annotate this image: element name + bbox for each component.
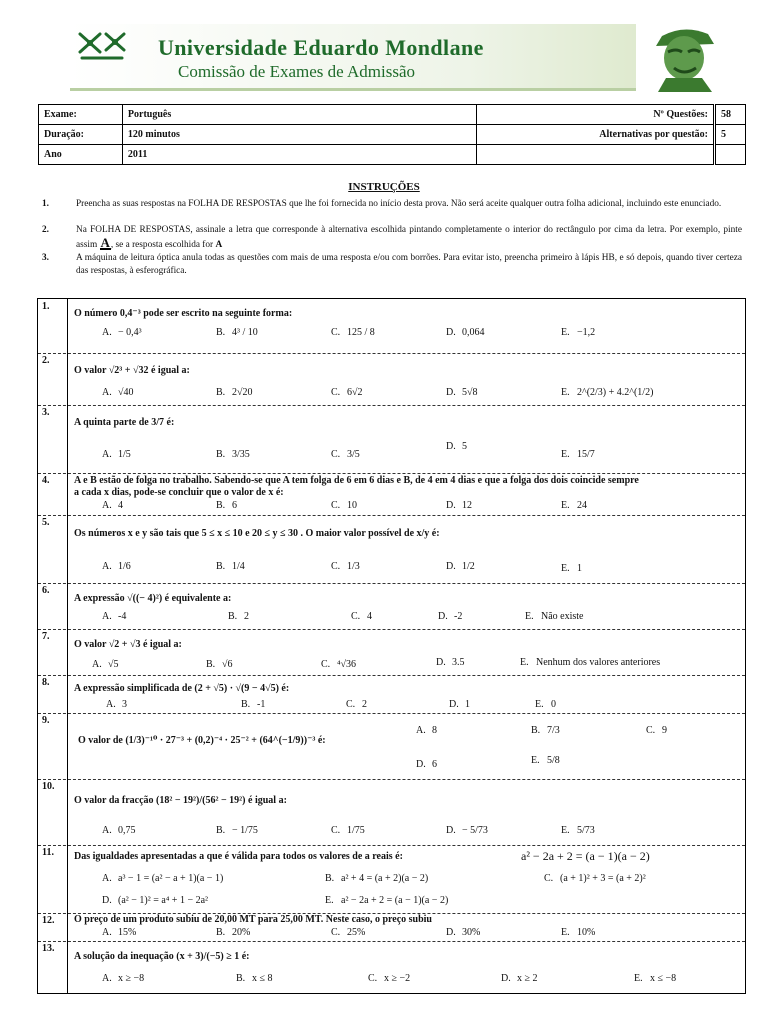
- option-letter: E.: [634, 973, 643, 984]
- option-c[interactable]: [331, 500, 357, 511]
- option-value: 1: [577, 563, 582, 574]
- option-e[interactable]: [634, 973, 676, 984]
- option-letter: C.: [331, 561, 341, 572]
- option-c[interactable]: [331, 825, 365, 836]
- option-letter: B.: [206, 659, 216, 670]
- option-c[interactable]: [321, 659, 356, 670]
- option-letter: A.: [102, 873, 112, 884]
- option-c[interactable]: [331, 327, 375, 338]
- option-letter: D.: [446, 561, 456, 572]
- option-value: 125 / 8: [347, 327, 375, 338]
- instruction-item: [42, 198, 742, 211]
- option-c[interactable]: [331, 449, 360, 460]
- option-letter: E.: [561, 387, 570, 398]
- instruction-text: A máquina de leitura óptica anula todas as questões com mais de uma resposta e/ou com borrões. Para evitar isto, preencha primeiro à lápis HB, e só depois, quando tiver certeza das respostas, à esferográfica.: [76, 253, 742, 276]
- option-letter: C.: [351, 611, 361, 622]
- option-letter: D.: [449, 699, 459, 710]
- option-c[interactable]: [351, 611, 372, 622]
- option-letter: C.: [368, 973, 378, 984]
- empty-cell: [477, 145, 715, 165]
- option-d[interactable]: [446, 927, 480, 938]
- question-text-continued: a cada x dias, pode-se concluir que o valor de x é:: [74, 487, 284, 498]
- option-value: a³ − 1 = (a² − a + 1)(a − 1): [118, 873, 224, 884]
- option-letter: C.: [346, 699, 356, 710]
- instruction-letter: A: [215, 239, 223, 250]
- option-value: -1: [257, 699, 266, 710]
- option-e[interactable]: [531, 755, 560, 766]
- option-value: 3/5: [347, 449, 360, 460]
- option-letter: D.: [446, 327, 456, 338]
- option-b[interactable]: [236, 973, 273, 984]
- option-letter: C.: [331, 387, 341, 398]
- question-number: 1.: [38, 299, 68, 353]
- option-letter: C.: [331, 825, 341, 836]
- exam-info-table: [38, 104, 746, 165]
- question-text: O valor da fracção (18² − 19²)/(56² − 19²) é igual a:: [74, 795, 287, 806]
- option-value: − 0,4³: [118, 327, 142, 338]
- question-number: 7.: [38, 629, 68, 675]
- question-text: A expressão simplificada de (2 + √5) · √(9 − 4√5) é:: [74, 683, 290, 694]
- option-e[interactable]: [561, 563, 582, 574]
- instructions-title: INSTRUÇÕES: [348, 181, 420, 193]
- question-8: [38, 675, 745, 714]
- option-letter: E.: [561, 825, 570, 836]
- option-letter: D.: [446, 927, 456, 938]
- question-number: 5.: [38, 515, 68, 583]
- question-11: [38, 845, 745, 914]
- option-e[interactable]: [561, 927, 595, 938]
- option-value: 5/73: [577, 825, 595, 836]
- option-letter: A.: [102, 449, 112, 460]
- question-number: 11.: [38, 845, 68, 913]
- option-value: 3.5: [452, 657, 465, 668]
- option-letter: D.: [436, 657, 446, 668]
- question-text: A solução da inequação (x + 3)/(−5) ≥ 1 é:: [74, 951, 250, 962]
- option-a[interactable]: [102, 973, 144, 984]
- question-3: [38, 405, 745, 474]
- option-e[interactable]: [561, 327, 595, 338]
- option-letter: A.: [102, 825, 112, 836]
- instruction-text-part: , se a resposta escolhida for: [110, 239, 214, 250]
- question-number: 8.: [38, 675, 68, 713]
- question-6: [38, 583, 745, 630]
- option-b[interactable]: [241, 699, 265, 710]
- option-letter: D.: [501, 973, 511, 984]
- option-letter: A.: [92, 659, 102, 670]
- option-letter: B.: [216, 327, 226, 338]
- question-2: [38, 353, 745, 406]
- option-letter: B.: [241, 699, 251, 710]
- option-value: 25%: [347, 927, 366, 938]
- option-b[interactable]: [325, 873, 428, 884]
- option-d[interactable]: [416, 759, 437, 770]
- option-e[interactable]: [561, 825, 595, 836]
- empty-cell: [715, 145, 746, 165]
- option-value: 4³ / 10: [232, 327, 258, 338]
- option-value: 9: [662, 725, 667, 736]
- question-text: Das igualdades apresentadas a que é válida para todos os valores de a reais é:: [74, 851, 403, 862]
- option-letter: B.: [325, 873, 335, 884]
- option-d[interactable]: [436, 657, 465, 668]
- option-letter: B.: [216, 561, 226, 572]
- option-letter: D.: [446, 441, 456, 452]
- option-letter: E.: [531, 755, 540, 766]
- option-value: 10%: [577, 927, 596, 938]
- option-e[interactable]: [561, 387, 653, 398]
- instruction-text: [76, 224, 742, 251]
- option-value: 8: [432, 725, 437, 736]
- option-d[interactable]: [102, 895, 208, 906]
- option-b[interactable]: [228, 611, 249, 622]
- option-a[interactable]: [416, 725, 437, 736]
- option-value: 3: [122, 699, 127, 710]
- year-value: 2011: [122, 145, 476, 165]
- option-letter: B.: [216, 387, 226, 398]
- question-number: 9.: [38, 713, 68, 779]
- option-b[interactable]: [216, 825, 258, 836]
- question-text: O valor √2 + √3 é igual a:: [74, 639, 182, 650]
- option-value: x ≤ −8: [650, 973, 677, 984]
- option-value: (a + 1)² + 3 = (a + 2)²: [560, 873, 646, 884]
- question-number: 2.: [38, 353, 68, 405]
- option-d[interactable]: [449, 699, 470, 710]
- option-e[interactable]: [561, 449, 595, 460]
- option-value: 4: [367, 611, 372, 622]
- option-a[interactable]: [106, 699, 127, 710]
- option-a[interactable]: [102, 873, 223, 884]
- option-value: 12: [462, 500, 472, 511]
- option-letter: B.: [216, 449, 226, 460]
- filled-bubble-example: A: [100, 234, 110, 250]
- option-value: -2: [454, 611, 463, 622]
- option-d[interactable]: [446, 327, 485, 338]
- option-value: 1/2: [462, 561, 475, 572]
- exam-label: Exame:: [39, 105, 123, 125]
- option-a[interactable]: [102, 327, 142, 338]
- university-title: Universidade Eduardo Mondlane: [158, 35, 484, 60]
- option-letter: D.: [102, 895, 112, 906]
- option-value: 5√8: [462, 387, 478, 398]
- option-letter: E.: [561, 327, 570, 338]
- option-e[interactable]: [561, 500, 587, 511]
- option-c[interactable]: [331, 387, 363, 398]
- question-formula: a² − 2a + 2 = (a − 1)(a − 2): [521, 849, 650, 863]
- option-value: 3/35: [232, 449, 250, 460]
- option-letter: C.: [331, 927, 341, 938]
- option-value: √5: [108, 659, 119, 670]
- instruction-number: 3.: [42, 253, 49, 263]
- option-a[interactable]: [102, 561, 131, 572]
- option-value: Não existe: [541, 611, 584, 622]
- instruction-item: [42, 224, 742, 251]
- exam-value: Português: [122, 105, 476, 125]
- option-letter: C.: [646, 725, 656, 736]
- option-e[interactable]: [325, 895, 448, 906]
- option-value: 1/3: [347, 561, 360, 572]
- option-letter: D.: [438, 611, 448, 622]
- question-7: [38, 629, 745, 676]
- option-a[interactable]: [102, 825, 136, 836]
- option-letter: B.: [228, 611, 238, 622]
- option-b[interactable]: [216, 561, 245, 572]
- option-a[interactable]: [92, 659, 119, 670]
- option-letter: D.: [446, 500, 456, 511]
- question-text: O número 0,4⁻³ pode ser escrito na seguinte forma:: [74, 308, 293, 319]
- option-letter: C.: [544, 873, 554, 884]
- question-5: [38, 515, 745, 584]
- option-b[interactable]: [216, 327, 258, 338]
- year-label: Ano: [39, 145, 123, 165]
- option-letter: E.: [535, 699, 544, 710]
- question-text: O valor √2³ + √32 é igual a:: [74, 365, 190, 376]
- option-value: 2√20: [232, 387, 253, 398]
- option-c[interactable]: [346, 699, 367, 710]
- option-letter: E.: [520, 657, 529, 668]
- instruction-text: Preencha as suas respostas na FOLHA DE RESPOSTAS que lhe foi fornecida no início desta prova. Não será aceite qualquer outra folha adicional, incluindo este enunciado.: [76, 199, 722, 209]
- option-d[interactable]: [501, 973, 538, 984]
- option-letter: B.: [531, 725, 541, 736]
- questions-box: [37, 298, 746, 994]
- option-d[interactable]: [438, 611, 462, 622]
- banner-rule: [70, 88, 636, 91]
- option-value: 5: [462, 441, 467, 452]
- question-12: [38, 913, 745, 942]
- option-d[interactable]: [446, 561, 475, 572]
- question-number: 6.: [38, 583, 68, 629]
- option-letter: A.: [102, 561, 112, 572]
- option-letter: A.: [416, 725, 426, 736]
- option-value: 2: [362, 699, 367, 710]
- question-10: [38, 779, 745, 846]
- option-value: 2^(2/3) + 4.2^(1/2): [577, 387, 654, 398]
- option-a[interactable]: [102, 500, 123, 511]
- option-letter: D.: [446, 825, 456, 836]
- option-d[interactable]: [446, 500, 472, 511]
- instruction-text-part: Na FOLHA DE RESPOSTAS, assinale a letra que corresponde à alternativa escolhida pintando completamente o interior do rectângulo por cima da letra. Por exemplo, pinte assim: [76, 225, 742, 250]
- option-letter: C.: [331, 449, 341, 460]
- option-value: 1/5: [118, 449, 131, 460]
- option-c[interactable]: [368, 973, 410, 984]
- option-letter: E.: [561, 927, 570, 938]
- option-letter: E.: [525, 611, 534, 622]
- option-value: 24: [577, 500, 587, 511]
- option-value: Nenhum dos valores anteriores: [536, 657, 661, 668]
- question-4: [38, 473, 745, 516]
- option-letter: E.: [325, 895, 334, 906]
- option-b[interactable]: [531, 725, 560, 736]
- option-letter: C.: [331, 500, 341, 511]
- option-value: 15%: [118, 927, 137, 938]
- duration-label: Duração:: [39, 125, 123, 145]
- option-value: ⁴√36: [337, 659, 356, 670]
- option-b[interactable]: [216, 927, 250, 938]
- option-letter: A.: [102, 387, 112, 398]
- option-value: 0,064: [462, 327, 485, 338]
- option-value: 1/6: [118, 561, 131, 572]
- option-value: 1: [465, 699, 470, 710]
- option-value: 0,75: [118, 825, 136, 836]
- option-value: 6√2: [347, 387, 363, 398]
- option-e[interactable]: [520, 657, 660, 668]
- duration-value: 120 minutos: [122, 125, 476, 145]
- alternatives-label: Alternativas por questão:: [477, 125, 715, 145]
- option-value: x ≤ 8: [252, 973, 273, 984]
- option-value: −1,2: [577, 327, 596, 338]
- alternatives-value: 5: [715, 125, 746, 145]
- option-value: − 5/73: [462, 825, 488, 836]
- question-13: [38, 941, 745, 993]
- question-text: O valor de (1/3)⁻¹⁰ · 27⁻³ + (0,2)⁻⁴ · 25⁻² + (64^(−1/9))⁻³ é:: [78, 735, 326, 746]
- option-value: 2: [244, 611, 249, 622]
- option-value: 1/75: [347, 825, 365, 836]
- option-letter: A.: [102, 973, 112, 984]
- question-number: 3.: [38, 405, 68, 473]
- question-text: A e B estão de folga no trabalho. Sabendo-se que A tem folga de 6 em 6 dias e B, de 4 em 4 dias e que a folga dos dois coincide sempre: [74, 475, 639, 486]
- commission-subtitle: Comissão de Exames de Admissão: [178, 62, 416, 81]
- option-letter: B.: [216, 825, 226, 836]
- option-value: -4: [118, 611, 127, 622]
- option-value: √40: [118, 387, 134, 398]
- option-letter: B.: [216, 927, 226, 938]
- option-d[interactable]: [446, 825, 488, 836]
- option-letter: A.: [102, 927, 112, 938]
- option-letter: A.: [102, 611, 112, 622]
- question-number: 12.: [38, 913, 68, 941]
- option-e[interactable]: [525, 611, 584, 622]
- option-a[interactable]: [102, 611, 126, 622]
- option-value: 6: [432, 759, 437, 770]
- option-value: (a² − 1)² = a⁴ + 1 − 2a²: [118, 895, 209, 906]
- option-value: − 1/75: [232, 825, 258, 836]
- instruction-number: 1.: [42, 199, 49, 209]
- option-value: x ≥ 2: [517, 973, 538, 984]
- option-c[interactable]: [544, 873, 646, 884]
- option-letter: B.: [216, 500, 226, 511]
- option-value: 7/3: [547, 725, 560, 736]
- question-text: A quinta parte de 3/7 é:: [74, 417, 175, 428]
- question-text: A expressão √((− 4)²) é equivalente a:: [74, 593, 232, 604]
- option-value: 20%: [232, 927, 251, 938]
- option-letter: B.: [236, 973, 246, 984]
- option-letter: E.: [561, 449, 570, 460]
- option-letter: A.: [102, 500, 112, 511]
- question-text: Os números x e y são tais que 5 ≤ x ≤ 10 e 20 ≤ y ≤ 30 . O maior valor possível de x/y é:: [74, 528, 440, 539]
- option-value: 4: [118, 500, 123, 511]
- question-number: 13.: [38, 941, 68, 993]
- option-value: 10: [347, 500, 357, 511]
- instruction-item: [42, 252, 742, 277]
- option-letter: C.: [321, 659, 331, 670]
- option-value: x ≥ −8: [118, 973, 145, 984]
- option-letter: D.: [416, 759, 426, 770]
- question-number: 4.: [38, 473, 68, 515]
- option-letter: A.: [106, 699, 116, 710]
- question-text: O preço de um produto subiu de 20,00 MT para 25,00 MT. Neste caso, o preço subiu: [74, 914, 432, 925]
- option-c[interactable]: [646, 725, 667, 736]
- option-letter: D.: [446, 387, 456, 398]
- option-a[interactable]: [102, 927, 136, 938]
- option-letter: C.: [331, 327, 341, 338]
- questions-label: Nº Questões:: [477, 105, 715, 125]
- option-letter: E.: [561, 563, 570, 574]
- university-emblem-icon: [76, 30, 128, 64]
- option-d[interactable]: [446, 387, 478, 398]
- option-value: x ≥ −2: [384, 973, 411, 984]
- option-d[interactable]: [446, 441, 467, 452]
- option-a[interactable]: [102, 387, 134, 398]
- option-value: 1/4: [232, 561, 245, 572]
- option-value: 15/7: [577, 449, 595, 460]
- option-letter: A.: [102, 327, 112, 338]
- question-9: [38, 713, 745, 780]
- option-value: 6: [232, 500, 237, 511]
- option-value: √6: [222, 659, 233, 670]
- question-number: 10.: [38, 779, 68, 845]
- question-1: [38, 299, 745, 354]
- option-b[interactable]: [206, 659, 233, 670]
- option-value: a² + 4 = (a + 2)(a − 2): [341, 873, 429, 884]
- option-c[interactable]: [331, 561, 360, 572]
- questions-value: 58: [715, 105, 746, 125]
- option-value: a² − 2a + 2 = (a − 1)(a − 2): [341, 895, 449, 906]
- option-b[interactable]: [216, 500, 237, 511]
- instruction-number: 2.: [42, 225, 49, 235]
- option-b[interactable]: [216, 449, 250, 460]
- option-c[interactable]: [331, 927, 365, 938]
- founder-portrait-icon: [648, 22, 720, 92]
- option-b[interactable]: [216, 387, 253, 398]
- option-value: 0: [551, 699, 556, 710]
- option-a[interactable]: [102, 449, 131, 460]
- option-value: 30%: [462, 927, 481, 938]
- option-value: 5/8: [547, 755, 560, 766]
- option-letter: E.: [561, 500, 570, 511]
- option-e[interactable]: [535, 699, 556, 710]
